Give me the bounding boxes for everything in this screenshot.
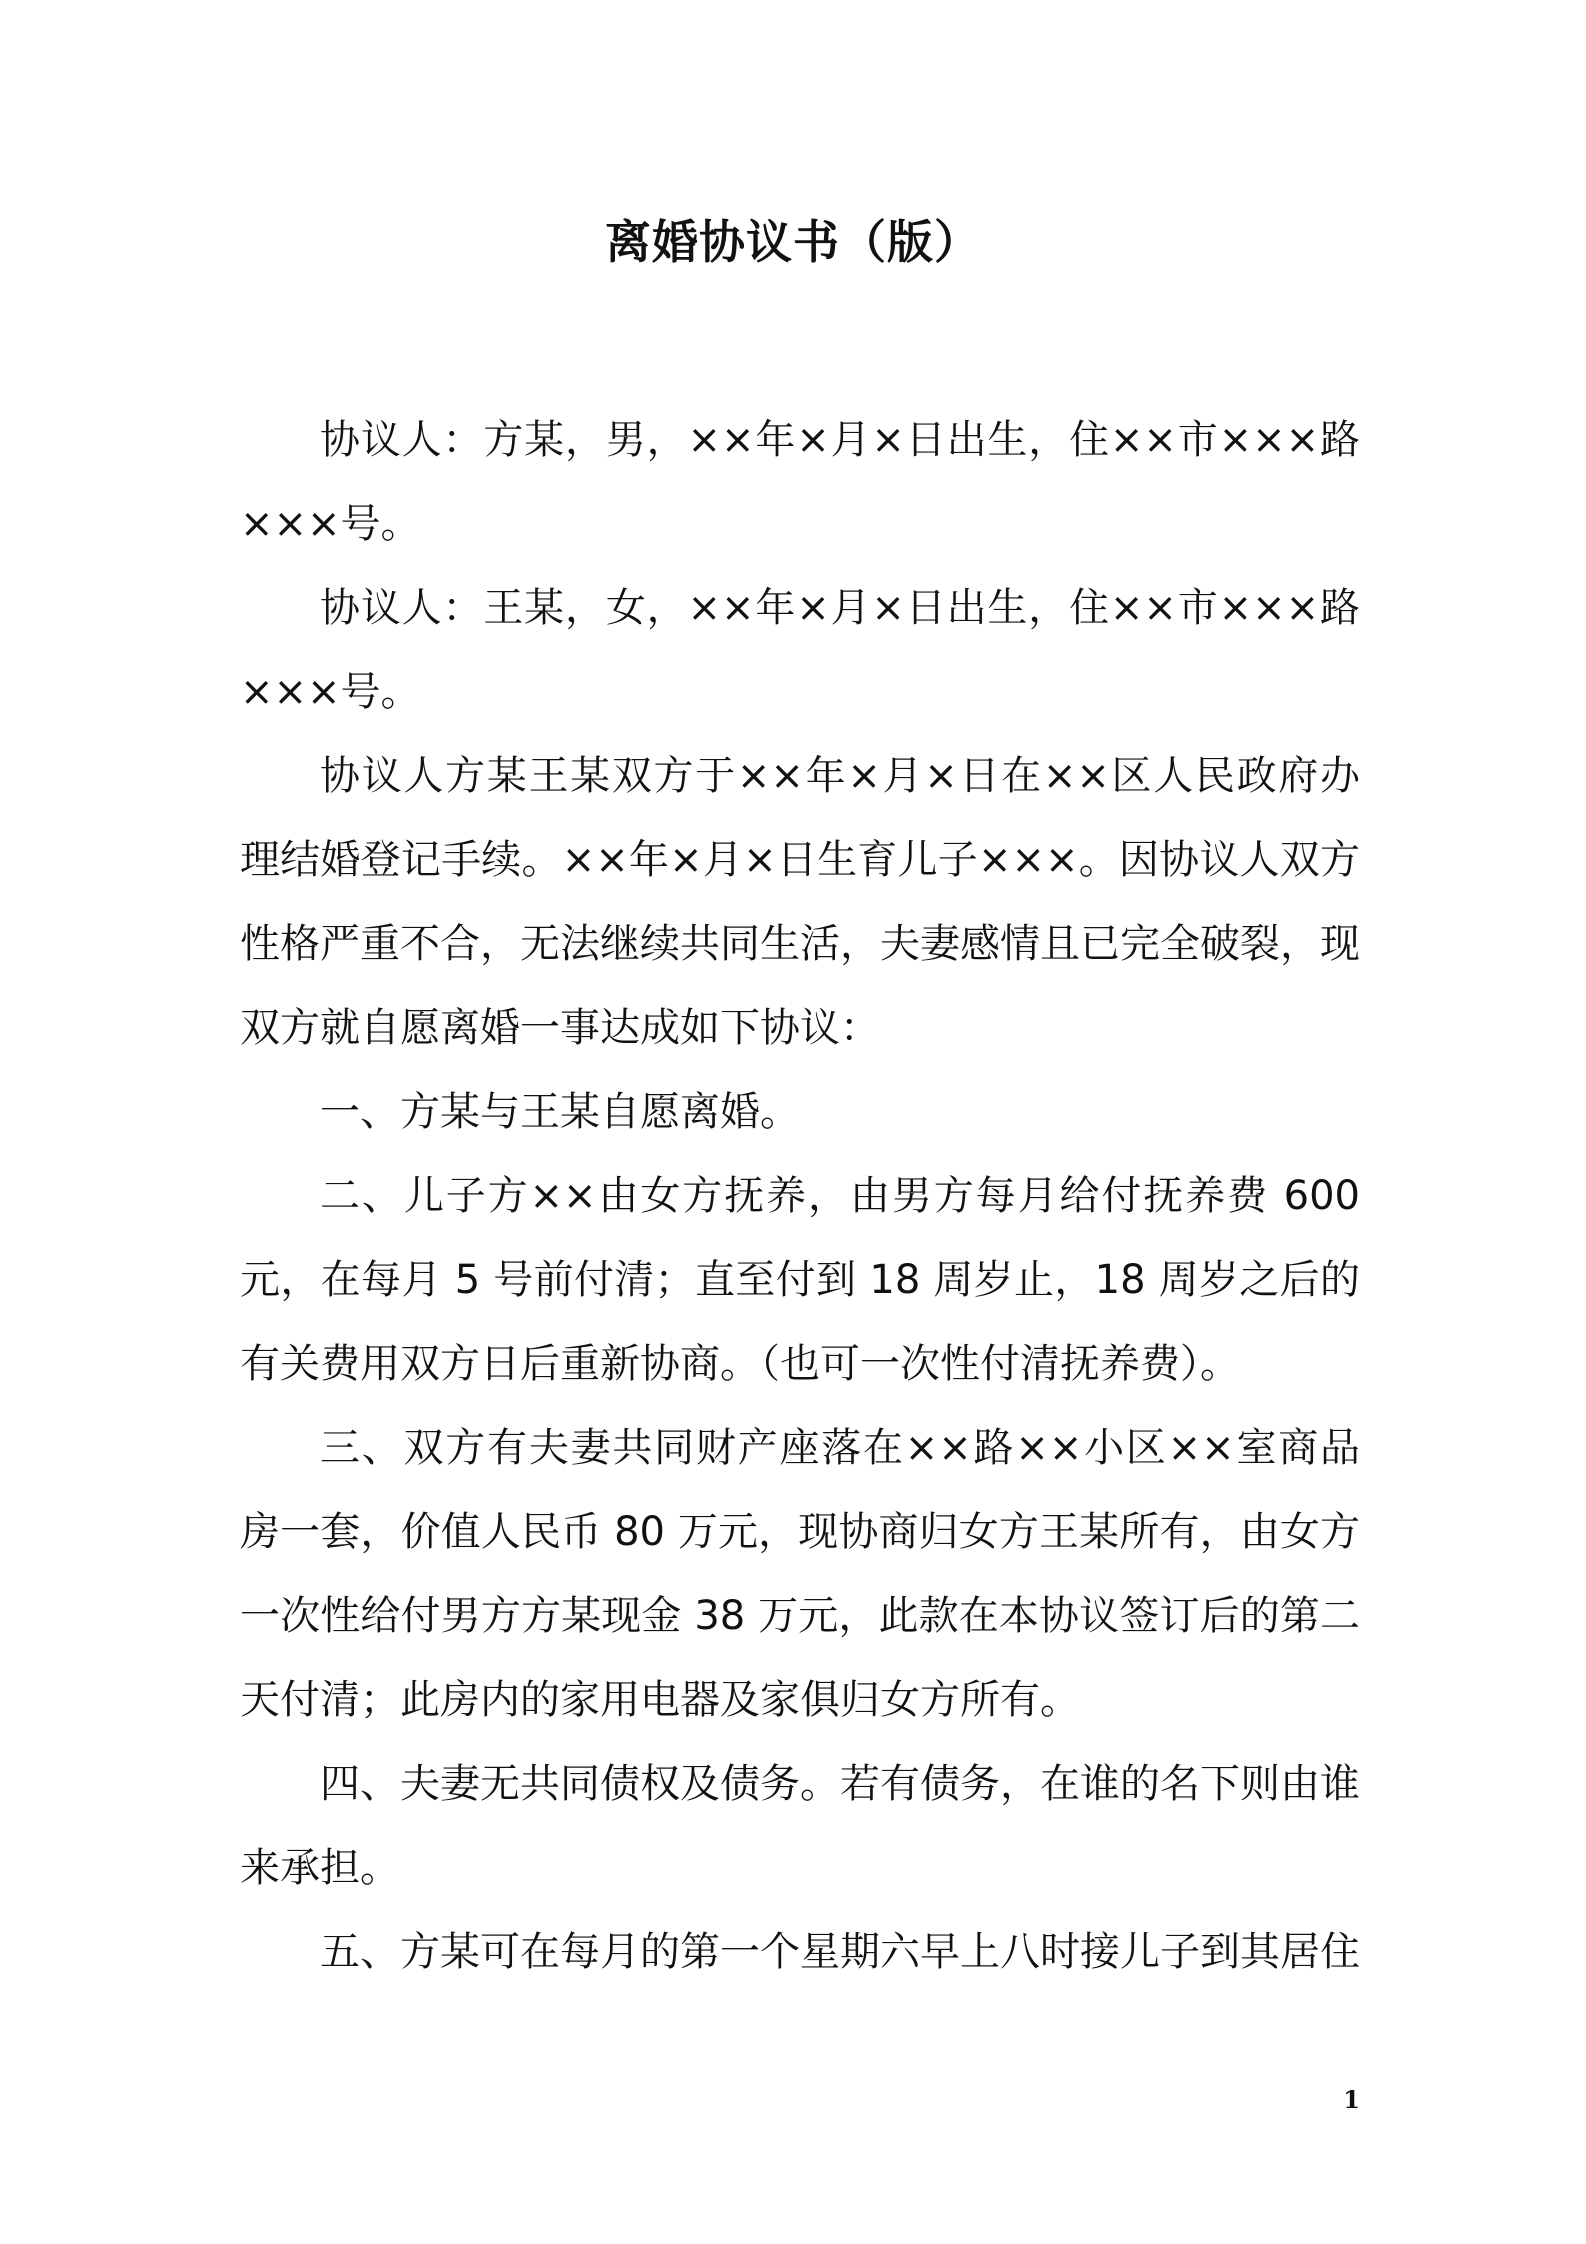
document-title: 离婚协议书（版）: [605, 215, 981, 269]
paragraph-party-male: 协议人：方某，男，××年×月×日出生，住××市×××路×××号。: [240, 417, 1360, 547]
clause-5: 五、方某可在每月的第一个星期六早上八时接儿子到其居住: [320, 1929, 1360, 1975]
clause-4: 四、夫妻无共同债权及债务。若有债务，在谁的名下则由谁来承担。: [240, 1761, 1360, 1891]
paragraph-background: 协议人方某王某双方于××年×月×日在××区人民政府办理结婚登记手续。××年×月×日生育儿子×××。因协议人双方性格严重不合，无法继续共同生活，夫妻感情且已完全破裂，现双方就自愿离婚一事达成如下协议：: [240, 753, 1360, 1051]
clause-3: 三、双方有夫妻共同财产座落在××路××小区××室商品房一套，价值人民币 80 万元，现协商归女方王某所有，由女方一次性给付男方方某现金 38 万元，此款在本协议签订后的第二天付清；此房内的家用电器及家俱归女方所有。: [240, 1425, 1360, 1723]
paragraph-party-female: 协议人：王某，女，××年×月×日出生，住××市×××路×××号。: [240, 585, 1360, 715]
clause-1: 一、方某与王某自愿离婚。: [320, 1089, 800, 1135]
clause-2: 二、儿子方××由女方抚养，由男方每月给付抚养费 600 元，在每月 5 号前付清；直至付到 18 周岁止，18 周岁之后的有关费用双方日后重新协商。（也可一次性付清抚养费）。: [240, 1173, 1360, 1387]
page-number: 1: [1343, 2085, 1360, 2114]
document-body: [240, 398, 1360, 1994]
